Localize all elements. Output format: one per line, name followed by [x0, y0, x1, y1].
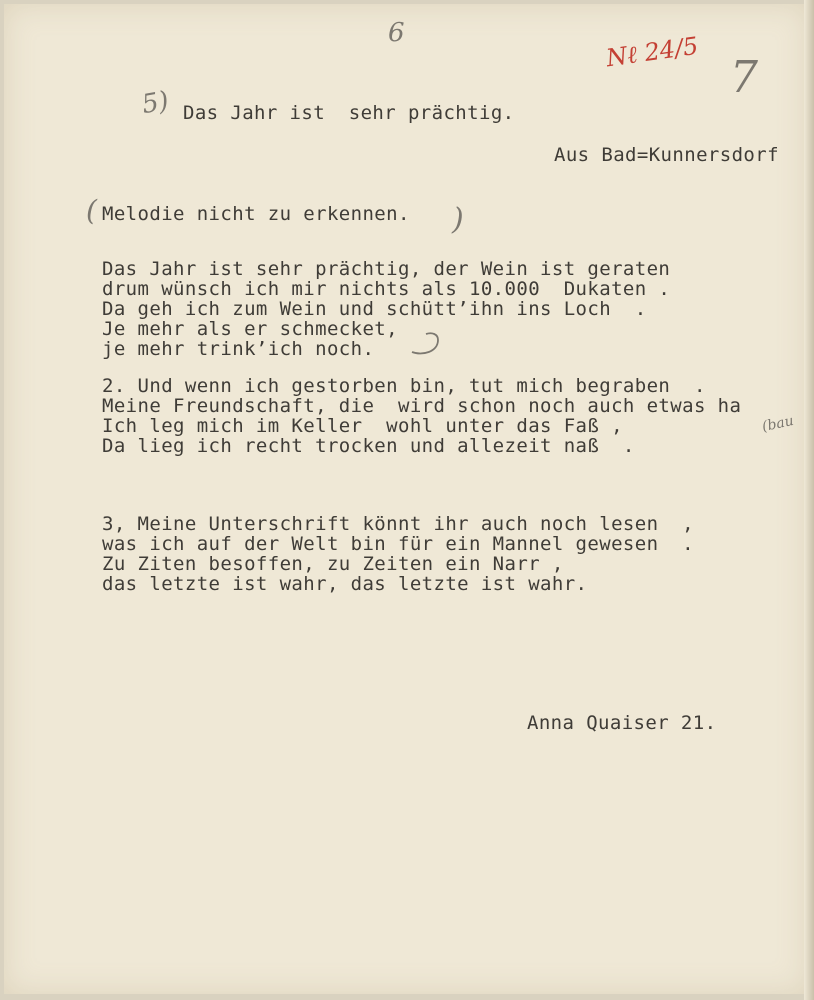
- signature: Anna Quaiser 21.: [527, 712, 717, 734]
- stanza-2: [102, 376, 741, 456]
- stanza3-line-1: 3, Meine Unterschrift könnt ihr auch noch lesen ,: [102, 513, 694, 535]
- stanza1-line-4: Je mehr als er schmecket,: [102, 318, 398, 340]
- bracket-close: ): [452, 202, 464, 237]
- melody-note: Melodie nicht zu erkennen.: [102, 203, 410, 225]
- stanza2-line-1: 2. Und wenn ich gestorben bin, tut mich begraben .: [102, 375, 706, 397]
- stanza1-line-2: drum wünsch ich mir nichts als 10.000 Dukaten .: [102, 278, 671, 300]
- page-edge: [804, 0, 814, 1000]
- stanza3-line-2: was ich auf der Welt bin für ein Mannel gewesen .: [102, 533, 694, 555]
- stanza-1: [102, 259, 670, 359]
- stanza2-line-4: Da lieg ich recht trocken und allezeit naß .: [102, 435, 635, 457]
- stanza2-line-2: Meine Freundschaft, die wird schon noch auch etwas ha: [102, 395, 742, 417]
- stanza2-line-3: Ich leg mich im Keller wohl unter das Faß ,: [102, 415, 623, 437]
- bracket-open: (: [86, 194, 97, 227]
- stanza3-line-3: Zu Ziten besoffen, zu Zeiten ein Narr ,: [102, 553, 564, 575]
- stanza-3: [102, 514, 694, 594]
- pencil-hook-mark: [408, 326, 444, 358]
- stanza3-line-4: das letzte ist wahr, das letzte ist wahr.: [102, 573, 588, 595]
- song-title: Das Jahr ist sehr prächtig.: [183, 102, 515, 124]
- stanza1-line-1: Das Jahr ist sehr prächtig, der Wein ist geraten: [102, 258, 671, 280]
- item-number-pencil: 7: [730, 52, 758, 103]
- stanza1-line-3: Da geh ich zum Wein und schütt’ihn ins Loch .: [102, 298, 647, 320]
- song-number-pencil: 5): [139, 85, 172, 121]
- stanza1-line-5: je mehr trink’ich noch.: [102, 338, 375, 360]
- page-number-pencil: 6: [388, 18, 405, 48]
- origin-line: Aus Bad=Kunnersdorf: [554, 144, 779, 166]
- margin-note-pencil: (bau: [760, 412, 796, 436]
- archive-number-red: Nℓ 24/5: [604, 31, 700, 73]
